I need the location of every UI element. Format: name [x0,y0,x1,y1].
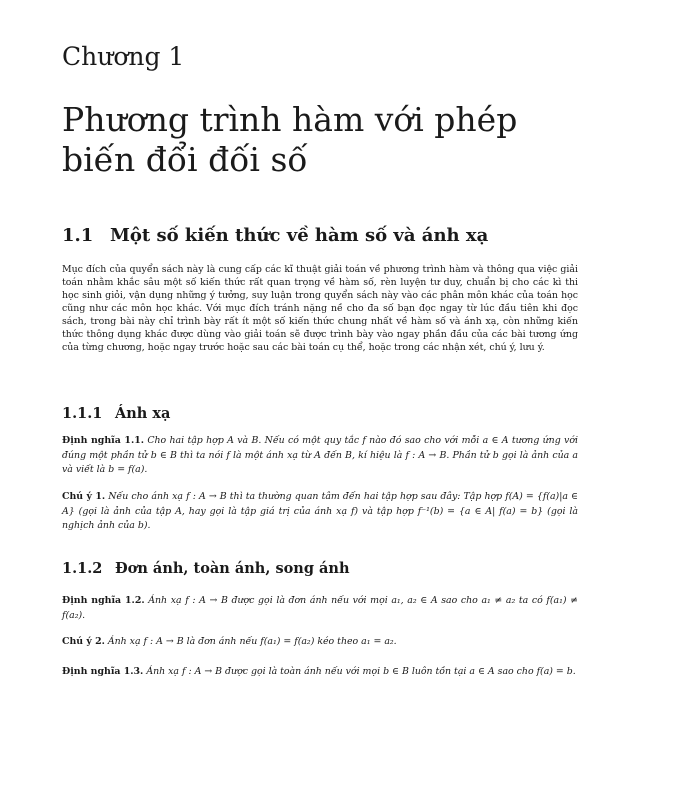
subsection-number: 1.1.2 [62,560,103,577]
definition-body: Ánh xạ f : A → B được gọi là đơn ánh nếu với mọi a₁, a₂ ∈ A sao cho a₁ ≠ a₂ ta có f(a₁) ≠ f(a₂). [62,595,578,621]
intro-paragraph: Mục đích của quyển sách này là cung cấp các kĩ thuật giải toán về phương trình hàm và thông qua việc giải toán nhằm khắc sâu một số kiến thức rất quan trọng về hàm số, rèn luyện tư duy, chuẩn bị cho các kì thi học sinh giỏi, vận dụng những ý tưởng, suy luận trong quyển sách này vào các phân môn khác của toán học cũng như các môn học khác. Với mục đích tránh nặng nề cho đa số bạn đọc ngay từ lúc đầu tiên khi đọc sách, trong bài này chỉ trình bày rất ít một số kiến thức chung nhất về hàm số và ánh xạ, còn những kiến thức thông dụng khác được dùng vào giải toán sẽ được trình bày vào ngay phần đầu của các bài tương ứng của từng chương, hoặc ngay trước hoặc sau các bài toán cụ thể, hoặc trong các nhận xét, chú ý, lưu ý. [62,264,578,353]
section-title: Một số kiến thức về hàm số và ánh xạ [110,225,489,246]
note-heading: Chú ý 1. [62,491,106,502]
subsection-heading-don-anh [62,560,350,577]
subsection-number: 1.1.1 [62,405,103,422]
subsection-title: Đơn ánh, toàn ánh, song ánh [115,560,350,577]
note-2 [62,635,578,650]
section-heading [62,225,488,246]
definition-body: Ánh xạ f : A → B được gọi là toàn ánh nếu với mọi b ∈ B luôn tồn tại a ∈ A sao cho f(a) = b. [146,666,576,677]
chapter-label: Chương 1 [62,42,185,71]
definition-1-1 [62,434,578,478]
definition-heading: Định nghĩa 1.2. [62,595,145,606]
section-number: 1.1 [62,225,94,246]
subsection-heading-anh-xa [62,405,170,422]
definition-heading: Định nghĩa 1.1. [62,435,144,446]
definition-heading: Định nghĩa 1.3. [62,666,144,677]
definition-body: Cho hai tập hợp A và B. Nếu có một quy tắc f nào đó sao cho với mỗi a ∈ A tương ứng với đúng một phần tử b ∈ B thì ta nói f là một ánh xạ từ A đến B, kí hiệu là f : A → B. Phần tử b gọi là ảnh của a và viết là b = f(a). [62,435,578,475]
subsection-title: Ánh xạ [115,405,171,422]
note-1 [62,490,578,534]
definition-1-2 [62,594,578,623]
chapter-title: Phương trình hàm với phép biến đổi đối số [62,100,518,179]
definition-1-3 [62,665,578,680]
note-body: Ánh xạ f : A → B là đơn ánh nếu f(a₁) = f(a₂) kéo theo a₁ = a₂. [107,636,397,647]
note-heading: Chú ý 2. [62,636,105,647]
note-body: Nếu cho ánh xạ f : A → B thì ta thường quan tâm đến hai tập hợp sau đây: Tập hợp f(A) = {f(a)|a ∈ A} (gọi là ảnh của tập A, hay gọi là tập giá trị của ánh xạ f) và tập hợp f⁻¹(b) = {a ∈ A| f(a) = b} (gọi là nghịch ảnh của b). [62,491,578,531]
